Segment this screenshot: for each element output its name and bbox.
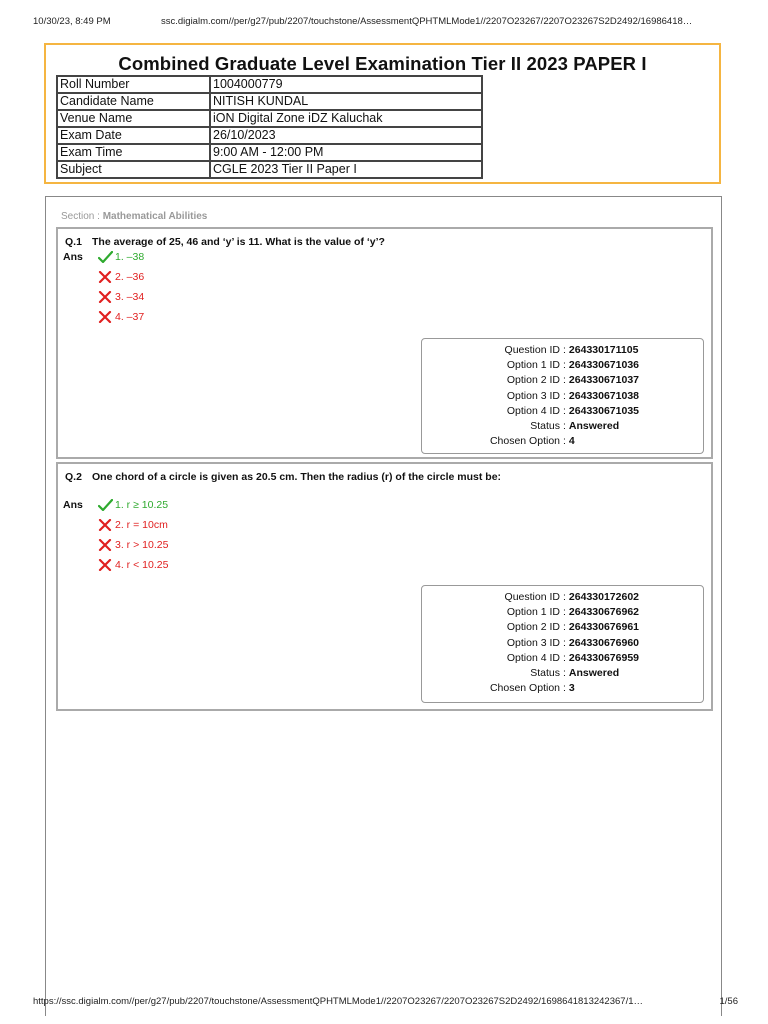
info-row	[57, 161, 482, 178]
meta-row: Chosen Option : 4	[422, 434, 703, 449]
meta-value: 264330671037	[568, 374, 639, 387]
ans-label: Ans	[63, 499, 83, 511]
meta-value: 264330671035	[568, 404, 639, 417]
option-text: 2. –36	[115, 271, 145, 283]
meta-value: Answered	[568, 419, 620, 432]
print-url: ssc.digialm.com//per/g27/pub/2207/touchstone/AssessmentQPHTMLMode1//2207O23267/2207O23267S2D2492/16986418…	[161, 16, 693, 27]
section-title	[61, 211, 207, 222]
meta-key: Option 4 ID	[506, 404, 560, 417]
meta-key: Option 3 ID	[506, 636, 560, 649]
cross-icon	[98, 539, 113, 551]
question-text-row	[65, 471, 545, 483]
option-correct	[98, 499, 168, 511]
meta-key: Status	[530, 666, 560, 679]
meta-row: Option 4 ID : 264330676959	[422, 651, 703, 666]
meta-key: Question ID	[504, 591, 560, 603]
meta-key: Question ID	[504, 344, 560, 356]
cross-icon	[98, 519, 113, 531]
info-key: Exam Time	[57, 144, 210, 161]
option-wrong	[98, 291, 144, 303]
section-name: Mathematical Abilities	[102, 211, 208, 222]
info-value: 1004000779	[210, 76, 482, 93]
question-meta-box	[421, 585, 704, 703]
meta-row: Option 2 ID : 264330676961	[422, 620, 703, 635]
page-number: 1/56	[719, 996, 738, 1007]
cross-icon	[98, 311, 113, 323]
option-correct	[98, 251, 144, 263]
meta-row: Status : Answered	[422, 666, 703, 681]
meta-row: Option 1 ID : 264330671036	[422, 358, 703, 373]
question-number: Q.2	[65, 471, 82, 483]
option-wrong	[98, 271, 144, 283]
meta-value: 3	[568, 682, 575, 695]
info-value: NITISH KUNDAL	[210, 93, 482, 110]
option-text: 3. –34	[115, 291, 145, 303]
info-key: Roll Number	[57, 76, 210, 93]
meta-value: 264330676960	[568, 636, 639, 649]
meta-row: Status : Answered	[422, 419, 703, 434]
meta-row: Option 4 ID : 264330671035	[422, 404, 703, 419]
option-text: 1. r ≥ 10.25	[115, 499, 169, 511]
exam-info-panel	[44, 43, 721, 184]
option-text: 4. –37	[115, 311, 145, 323]
meta-row: Option 2 ID : 264330671037	[422, 373, 703, 388]
checkmark-icon	[98, 251, 113, 263]
print-header	[33, 16, 744, 27]
option-text: 3. r > 10.25	[115, 539, 169, 551]
cross-icon	[98, 559, 113, 571]
meta-value: 264330676961	[568, 621, 639, 634]
info-value: 26/10/2023	[210, 127, 482, 144]
question-text: The average of 25, 46 and ‘y’ is 11. What is the value of ‘y’?	[92, 236, 385, 248]
meta-key: Option 3 ID	[506, 389, 560, 402]
print-datetime: 10/30/23, 8:49 PM	[33, 16, 111, 27]
cross-icon	[98, 271, 113, 283]
meta-value: 264330671036	[568, 359, 639, 372]
info-key: Subject	[57, 161, 210, 178]
meta-key: Option 1 ID	[506, 359, 560, 372]
info-value: iON Digital Zone iDZ Kaluchak	[210, 110, 482, 127]
print-footer-url: https://ssc.digialm.com//per/g27/pub/2207/touchstone/AssessmentQPHTMLMode1//2207O23267/2207O23267S2D2492/1698641813242367/1…	[33, 996, 643, 1007]
info-row	[57, 110, 482, 127]
question-text-row	[65, 236, 545, 248]
exam-title: Combined Graduate Level Examination Tier II 2023 PAPER I	[118, 53, 647, 74]
option-text: 2. r = 10cm	[115, 519, 168, 531]
question-card	[56, 462, 713, 711]
meta-value: 264330671038	[568, 389, 639, 402]
meta-value: 264330171105	[568, 344, 639, 356]
meta-row: Question ID : 264330172602	[422, 590, 703, 605]
print-footer	[33, 996, 738, 1007]
meta-key: Option 1 ID	[506, 606, 560, 619]
meta-value: 4	[568, 435, 575, 448]
meta-key: Chosen Option	[489, 435, 560, 448]
option-wrong	[98, 311, 144, 323]
meta-key: Option 2 ID	[506, 374, 560, 387]
info-row	[57, 76, 482, 93]
question-text: One chord of a circle is given as 20.5 cm. Then the radius (r) of the circle must be:	[92, 471, 502, 483]
meta-value: 264330676959	[568, 651, 639, 664]
meta-key: Chosen Option	[489, 682, 560, 695]
question-number: Q.1	[65, 236, 82, 248]
info-row	[57, 127, 482, 144]
meta-value: 264330676962	[568, 606, 639, 619]
info-key: Exam Date	[57, 127, 210, 144]
info-key: Venue Name	[57, 110, 210, 127]
question-card	[56, 227, 713, 459]
meta-value: 264330172602	[568, 591, 639, 603]
meta-value: Answered	[568, 666, 620, 679]
section-panel	[45, 196, 722, 1016]
candidate-info-table	[56, 75, 483, 179]
section-prefix: Section :	[61, 211, 103, 222]
info-value: 9:00 AM - 12:00 PM	[210, 144, 482, 161]
checkmark-icon	[98, 499, 113, 511]
ans-label: Ans	[63, 251, 83, 263]
option-text: 4. r < 10.25	[115, 559, 169, 571]
info-key: Candidate Name	[57, 93, 210, 110]
meta-row: Option 1 ID : 264330676962	[422, 605, 703, 620]
cross-icon	[98, 291, 113, 303]
option-wrong	[98, 559, 168, 571]
meta-row: Option 3 ID : 264330671038	[422, 389, 703, 404]
meta-key: Status	[530, 419, 560, 432]
meta-key: Option 4 ID	[506, 651, 560, 664]
info-row	[57, 93, 482, 110]
option-wrong	[98, 539, 168, 551]
option-text: 1. –38	[115, 251, 145, 263]
info-value: CGLE 2023 Tier II Paper I	[210, 161, 482, 178]
meta-row: Chosen Option : 3	[422, 681, 703, 696]
meta-key: Option 2 ID	[506, 621, 560, 634]
info-row	[57, 144, 482, 161]
question-meta-box	[421, 338, 704, 454]
meta-row: Option 3 ID : 264330676960	[422, 636, 703, 651]
meta-row: Question ID : 264330171105	[422, 343, 703, 358]
option-wrong	[98, 519, 168, 531]
